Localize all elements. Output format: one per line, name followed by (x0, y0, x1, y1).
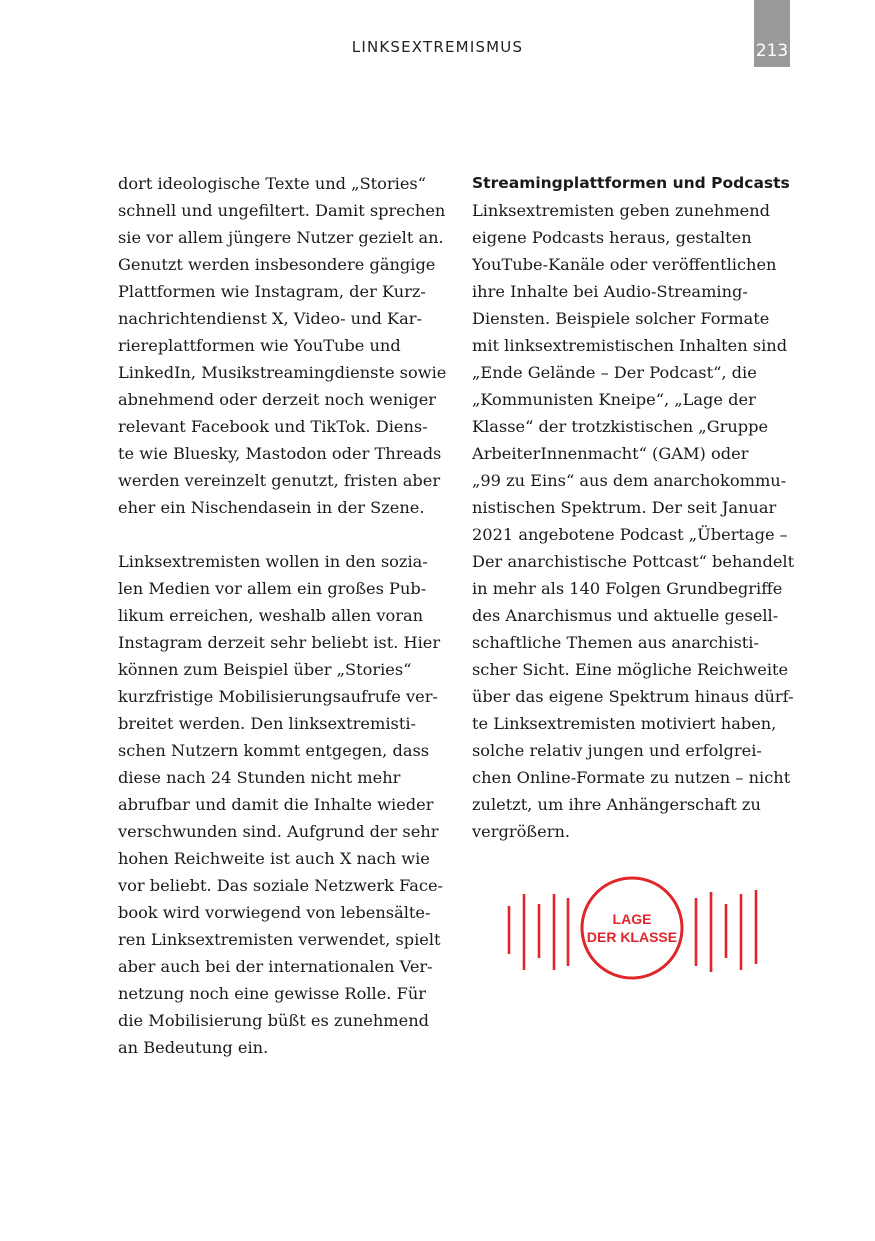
paragraph-gap (118, 521, 440, 548)
text-line: solche relativ jungen und erfolgrei- (472, 741, 762, 760)
text-line: Linksextremisten geben zunehmend (472, 201, 771, 220)
text-line: Plattformen wie Instagram, der Kurz- (118, 282, 426, 301)
text-line: mit linksextremistischen Inhalten sind (472, 336, 788, 355)
text-line: werden vereinzelt genutzt, fristen aber (118, 471, 441, 490)
text-line: an Bedeutung ein. (118, 1038, 269, 1057)
text-line: abrufbar und damit die Inhalte wieder (118, 795, 434, 814)
text-line: len Medien vor allem ein großes Pub- (118, 579, 427, 598)
text-line: Genutzt werden insbesondere gängige (118, 255, 436, 274)
text-line: hohen Reichweite ist auch X nach wie (118, 849, 430, 868)
text-line: Instagram derzeit sehr beliebt ist. Hier (118, 633, 441, 652)
text-line: in mehr als 140 Folgen Grundbegriffe (472, 579, 783, 598)
text-line: „Ende Gelände – Der Podcast“, die (472, 363, 757, 382)
logo-ring (582, 878, 682, 978)
logo-text-line1: LAGE (612, 911, 652, 927)
text-line: relevant Facebook und TikTok. Diens- (118, 417, 428, 436)
text-line: 2021 angebotene Podcast „Übertage – (472, 525, 788, 544)
text-line: aber auch bei der internationalen Ver- (118, 957, 433, 976)
text-line: vergrößern. (472, 822, 571, 841)
text-line: chen Online-Formate zu nutzen – nicht (472, 768, 791, 787)
text-line: verschwunden sind. Aufgrund der sehr (118, 822, 439, 841)
text-line: vor beliebt. Das soziale Netzwerk Face- (118, 876, 444, 895)
section-heading: Streamingplattformen und Podcasts (472, 174, 790, 192)
text-line: YouTube-Kanäle oder veröffentlichen (472, 255, 777, 274)
text-line: eigene Podcasts heraus, gestalten (472, 228, 752, 247)
text-line: eher ein Nischendasein in der Szene. (118, 498, 425, 517)
lage-der-klasse-logo (500, 872, 765, 984)
text-line: kurzfristige Mobilisierungsaufrufe ver- (118, 687, 438, 706)
text-line: schen Nutzern kommt entgegen, dass (118, 741, 430, 760)
text-line: Diensten. Beispiele solcher Formate (472, 309, 770, 328)
paragraph (118, 548, 444, 1061)
text-line: netzung noch eine gewisse Rolle. Für (118, 984, 426, 1003)
text-line: des Anarchismus und aktuelle gesell- (472, 606, 779, 625)
page-number-tab (754, 0, 790, 67)
text-line: Der anarchistische Pottcast“ behandelt (472, 552, 795, 571)
text-line: ren Linksextremisten verwendet, spielt (118, 930, 441, 949)
text-line: Klasse“ der trotzkistischen „Gruppe (472, 417, 769, 436)
text-line: ihre Inhalte bei Audio-Streaming- (472, 282, 748, 301)
text-line: riereplattformen wie YouTube und (118, 336, 401, 355)
text-line: book wird vorwiegend von lebensälte- (118, 903, 431, 922)
text-line: schaftliche Themen aus anarchisti- (472, 633, 759, 652)
text-line: sie vor allem jüngere Nutzer gezielt an. (118, 228, 444, 247)
paragraph (118, 170, 447, 521)
text-line: nachrichtendienst X, Video- und Kar- (118, 309, 422, 328)
text-line: scher Sicht. Eine mögliche Reichweite (472, 660, 789, 679)
text-line: zuletzt, um ihre Anhängerschaft zu (472, 795, 761, 814)
text-line: „Kommunisten Kneipe“, „Lage der (472, 390, 756, 409)
text-line: dort ideologische Texte und „Stories“ (118, 174, 426, 193)
text-line: ArbeiterInnenmacht“ (GAM) oder (472, 444, 749, 463)
text-line: können zum Beispiel über „Stories“ (118, 660, 412, 679)
page-number: 213 (755, 41, 789, 61)
running-title: LINKSEXTREMISMUS (351, 38, 524, 56)
text-line: „99 zu Eins“ aus dem anarchokommu- (472, 471, 787, 490)
text-line: die Mobilisierung büßt es zunehmend (118, 1011, 430, 1030)
text-line: Linksextremisten wollen in den sozia- (118, 552, 428, 571)
text-line: über das eigene Spektrum hinaus dürf- (472, 687, 794, 706)
text-line: te wie Bluesky, Mastodon oder Threads (118, 444, 442, 463)
text-line: nistischen Spektrum. Der seit Januar (472, 498, 777, 517)
text-line: diese nach 24 Stunden nicht mehr (118, 768, 401, 787)
text-line: LinkedIn, Musikstreamingdienste sowie (118, 363, 447, 382)
left-column (118, 170, 447, 1061)
text-line: likum erreichen, weshalb allen voran (118, 606, 424, 625)
logo-text-line2: DER KLASSE (586, 929, 678, 945)
text-line: breitet werden. Den linksextremisti- (118, 714, 416, 733)
text-line: abnehmend oder derzeit noch weniger (118, 390, 437, 409)
right-column (472, 170, 795, 845)
text-line: schnell und ungefiltert. Damit sprechen (118, 201, 446, 220)
text-line: te Linksextremisten motiviert haben, (472, 714, 777, 733)
